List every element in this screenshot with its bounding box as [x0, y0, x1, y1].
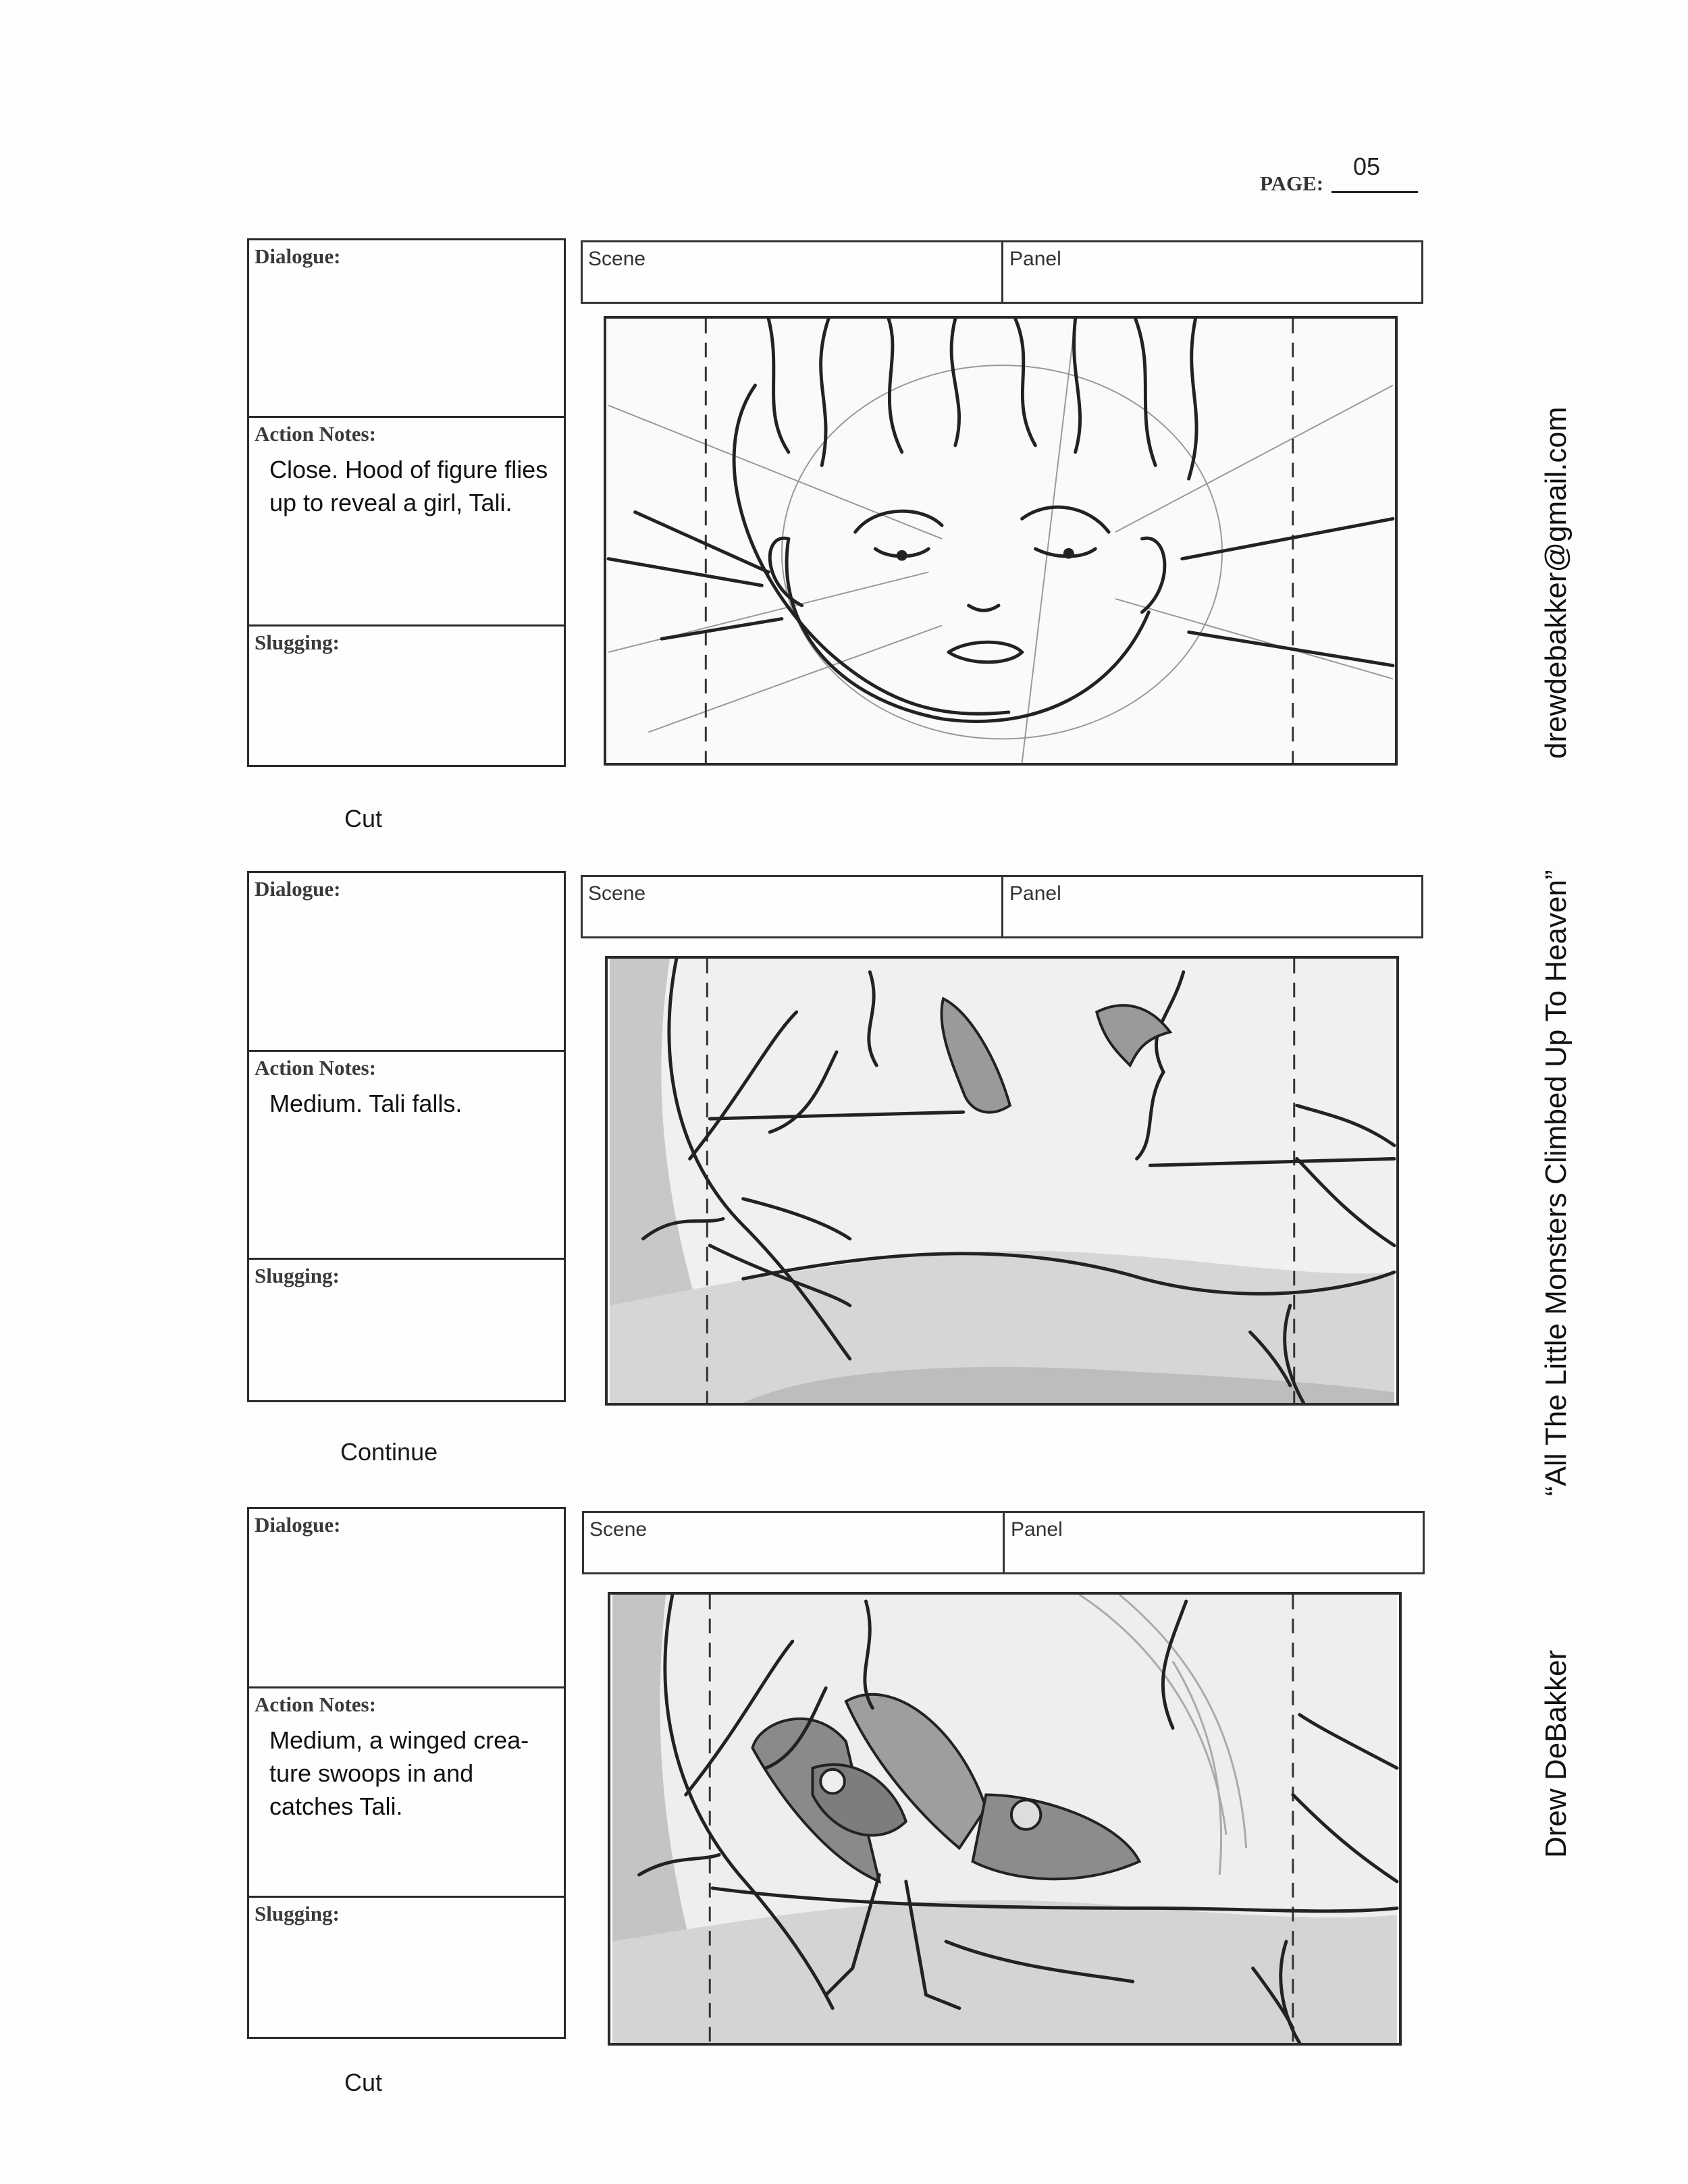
scene-label: Scene: [588, 248, 646, 270]
dialogue-section: [249, 240, 564, 416]
panel-1-scene-panel-header: [581, 240, 1423, 304]
action-notes-text: Close. Hood of figure flies up to reveal a girl, Tali.: [269, 456, 548, 516]
slugging-section: [249, 624, 564, 765]
action-notes-text: Medium, a winged crea- ture swoops in and catches Tali.: [269, 1726, 529, 1820]
dialogue-section: [249, 1509, 564, 1686]
panel-2-transition: Continue: [340, 1438, 438, 1466]
header-divider: [1001, 877, 1003, 936]
winged-creature-sketch: [610, 1595, 1399, 2043]
slugging-section: [249, 1258, 564, 1400]
panel-1-sketch-frame: [604, 316, 1398, 766]
slugging-label: Slugging:: [255, 1902, 340, 1925]
dialogue-label: Dialogue:: [255, 244, 341, 268]
panel-label: Panel: [1011, 1518, 1063, 1541]
panel-2-scene-panel-header: [581, 875, 1423, 938]
panel-3-scene-panel-header: [582, 1511, 1425, 1574]
page-label: PAGE:: [1260, 171, 1324, 195]
dialogue-label: Dialogue:: [255, 1513, 341, 1537]
action-notes-section: [249, 1050, 564, 1258]
panel-label: Panel: [1009, 248, 1061, 270]
slugging-label: Slugging:: [255, 1264, 340, 1287]
header-divider: [1003, 1513, 1005, 1572]
scene-label: Scene: [589, 1518, 648, 1541]
sidebar-author: Drew DeBakker: [1539, 1649, 1573, 1858]
panel-1-notes: [247, 238, 566, 767]
action-notes-label: Action Notes:: [255, 1693, 376, 1716]
action-notes-label: Action Notes:: [255, 422, 376, 446]
panel-2-sketch-frame: [605, 956, 1399, 1406]
action-notes-section: [249, 416, 564, 624]
action-notes-text: Medium. Tali falls.: [269, 1090, 463, 1117]
slugging-section: [249, 1896, 564, 2037]
panel-label: Panel: [1009, 882, 1061, 905]
sidebar-title: “All The Little Monsters Climbed Up To Heaven”: [1539, 870, 1573, 1496]
slugging-label: Slugging:: [255, 631, 340, 654]
dialogue-label: Dialogue:: [255, 877, 341, 901]
panel-1-transition: Cut: [344, 805, 383, 832]
panel-3-transition: Cut: [344, 2069, 383, 2096]
action-notes-label: Action Notes:: [255, 1056, 376, 1080]
scene-label: Scene: [588, 882, 646, 905]
sidebar-email: drewdebakker@gmail.com: [1539, 406, 1573, 759]
page-number: 05: [1352, 153, 1381, 180]
page-number-underline: [1331, 191, 1418, 193]
girl-face-sketch: [606, 319, 1395, 763]
panel-3-notes: [247, 1507, 566, 2039]
dialogue-section: [249, 873, 564, 1050]
panel-2-notes: [247, 871, 566, 1402]
header-divider: [1001, 242, 1003, 302]
falling-tali-sketch: [608, 959, 1396, 1403]
panel-3-sketch-frame: [608, 1592, 1402, 2046]
action-notes-section: [249, 1686, 564, 1896]
